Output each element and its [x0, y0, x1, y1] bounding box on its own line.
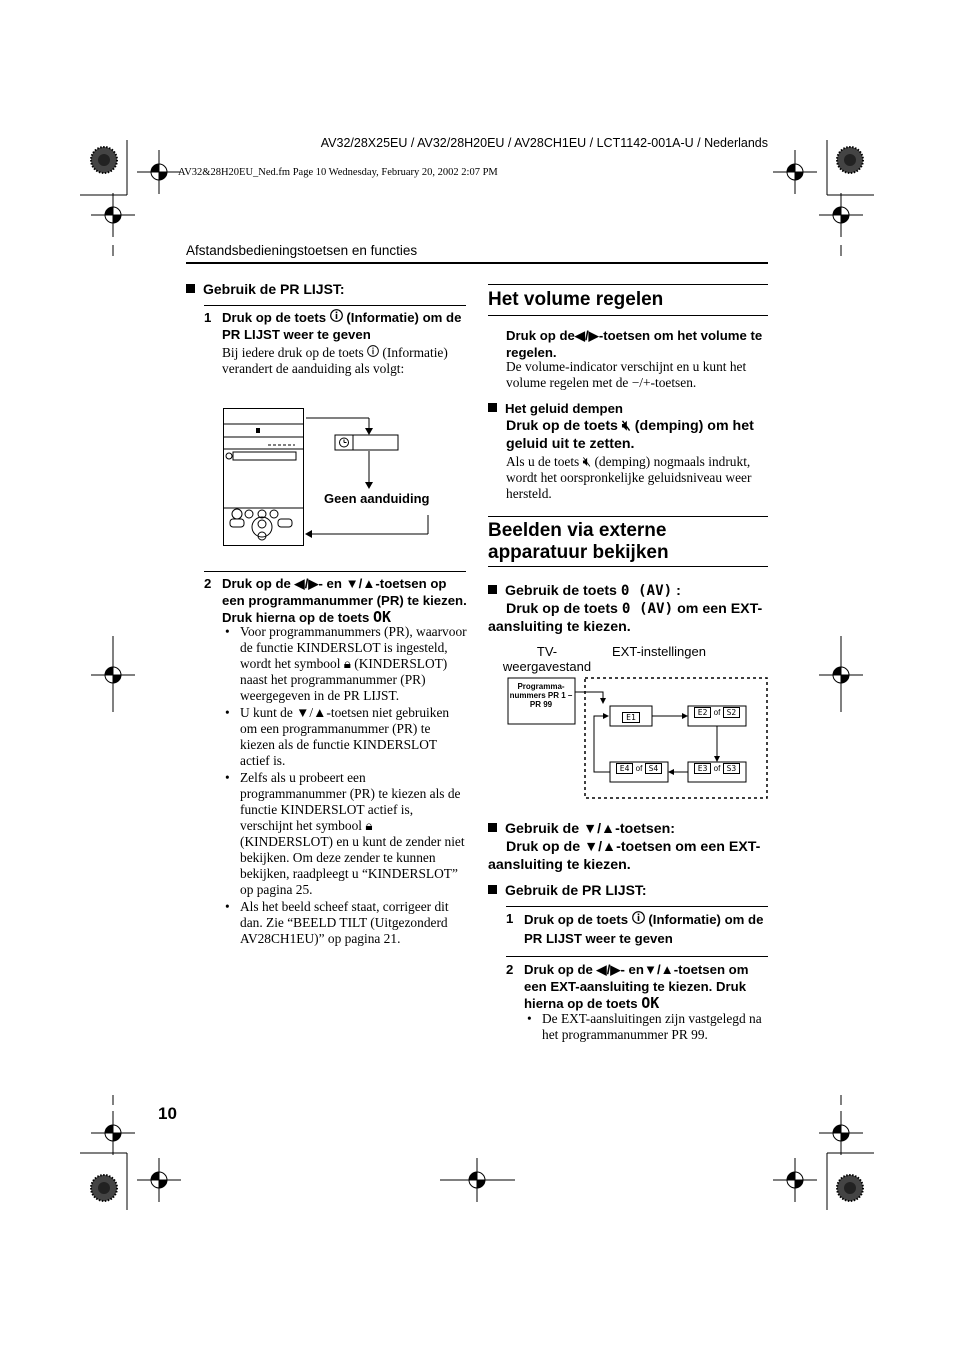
ext-option [610, 707, 652, 725]
list-item: • De EXT-aansluitingen zijn vastgelegd na het programmanummer PR 99. [524, 1011, 768, 1043]
ok-key-label: OK [372, 608, 392, 626]
ext-e4-label: E4 [616, 763, 634, 774]
pr-list-heading-right: Gebruik de PR LIJST: [488, 882, 647, 898]
rule [488, 284, 768, 285]
rule [204, 305, 466, 306]
info-icon [632, 910, 645, 929]
mute-icon: 🔇︎ [621, 418, 631, 434]
ext-e2-label: E2 [694, 707, 712, 718]
ok-key-label: OK [641, 994, 660, 1012]
step-number: 2 [204, 576, 212, 591]
ext-option [610, 763, 668, 774]
rule [488, 315, 768, 316]
ext-option [688, 707, 746, 718]
header-rule [186, 262, 768, 264]
right-step1: Druk op de toets (Informatie) om de PR LIJST weer te geven [524, 912, 764, 946]
or-label: of [713, 708, 721, 717]
ext-s4-label: S4 [645, 763, 663, 774]
av-key-label: 0 (AV) [621, 601, 674, 617]
left-right-arrows-icon: ◀/▶ [596, 962, 621, 977]
down-up-arrows-icon: ▼/▲ [583, 821, 616, 837]
or-label: of [635, 764, 643, 773]
down-up-arrows-icon: ▼/▲ [584, 839, 617, 855]
volume-heading: Het volume regelen [488, 289, 664, 310]
or-label: of [713, 764, 721, 773]
list-item: • U kunt de ▼/▲-toetsen niet gebruiken om een programmanummer (PR) te kiezen als de functie KINDERSLOT actief is. [222, 705, 468, 769]
square-bullet-icon [488, 885, 497, 894]
rule [204, 571, 466, 572]
list-item: • Voor programmanummers (PR), waarvoor de functie KINDERSLOT is ingesteld, wordt het symbool 🔒︎ (KINDERSLOT) naast het programmanummer (PR) weergegeven in de PR LIJST. [222, 624, 468, 704]
step2-title: Druk op de ◀/▶- en ▼/▲-toetsen op een programmanummer (PR) te kiezen. Druk hierna op de toets OK [222, 576, 467, 626]
right-notes [524, 1011, 768, 1044]
rule [506, 906, 768, 907]
step-number: 2 [506, 962, 514, 977]
step1-title: Druk op de toets (Informatie) om de PR LIJST weer te geven [222, 310, 462, 342]
rule [506, 956, 768, 957]
volume-step: Druk op de◀/▶-toetsen om het volume te regelen. [506, 328, 763, 360]
left-right-arrows-icon: ◀/▶ [294, 576, 319, 591]
right-step2: Druk op de ◀/▶- en▼/▲-toetsen om een EXT-aansluiting te kiezen. Druk hierna op de toets OK [524, 962, 749, 1012]
pr-list-heading: Gebruik de PR LIJST: [186, 281, 345, 297]
mute-icon: 🔇︎ [582, 454, 592, 469]
step1-body: Bij iedere druk op de toets (Informatie) verandert de aanduiding als volgt: [222, 345, 448, 376]
av-step: Gebruik de toets 0 (AV) : Druk op de toets 0 (AV) om een EXT-aansluiting te kiezen. [488, 583, 763, 635]
av-key-label: 0 (AV) [620, 583, 673, 599]
square-bullet-icon [186, 284, 195, 293]
list-item: • Zelfs als u probeert een programmanummer (PR) te kiezen als de functie KINDERSLOT actief is, verschijnt het symbool 🔒︎ (KINDERSLOT) en u kunt de zender niet bekijken. Om deze zender te kunnen bekijken, raadpleegt u “KINDERSLOT” op pagina 25. [222, 770, 468, 898]
mute-body: Als u de toets 🔇︎ (demping) nogmaals indrukt, wordt het oorspronkelijke geluidsniveau weer hersteld. [506, 454, 752, 501]
mute-heading: Het geluid dempen [488, 400, 768, 417]
info-icon [330, 309, 343, 326]
page-number: 10 [158, 1104, 177, 1123]
volume-body: De volume-indicator verschijnt en u kunt het volume regelen met de −/+-toetsen. [506, 359, 747, 390]
padlock-icon: 🔒︎ [343, 656, 351, 671]
padlock-icon: 🔒︎ [365, 818, 373, 833]
section-title: Afstandsbedieningstoetsen en functies [186, 243, 418, 258]
square-bullet-icon [488, 823, 497, 832]
down-up-arrows-icon: ▼/▲ [643, 962, 674, 977]
left-right-arrows-icon: ◀/▶ [574, 328, 599, 343]
step-number: 1 [506, 911, 514, 926]
ext-e1-label: E1 [622, 712, 640, 723]
square-bullet-icon [488, 585, 497, 594]
down-up-arrows-icon: ▼/▲ [345, 576, 376, 591]
mute-step: Druk op de toets 🔇︎ (demping) om het geluid uit te zetten. [506, 418, 754, 452]
no-display-label: Geen aanduiding [324, 491, 430, 506]
step-number: 1 [204, 310, 212, 325]
info-icon [367, 345, 379, 361]
ext-e3-label: E3 [694, 763, 712, 774]
rule [488, 516, 768, 517]
model-header: AV32/28X25EU / AV32/28H20EU / AV28CH1EU / LCT1142-001A-U / Nederlands [320, 136, 768, 150]
file-info-line: AV32&28H20EU_Ned.fm Page 10 Wednesday, February 20, 2002 2:07 PM [178, 167, 498, 178]
down-up-arrows-icon: ▼/▲ [296, 705, 327, 720]
ext-settings-label: EXT-instellingen [612, 644, 706, 659]
external-heading: Beelden via externe apparatuur bekijken [488, 520, 669, 563]
ext-option [688, 763, 746, 774]
square-bullet-icon [488, 403, 497, 412]
tv-mode-label: TV-weergavestand [502, 644, 592, 674]
list-item: • Als het beeld scheef staat, corrigeer dit dan. Zie “BEELD TILT (Uitgezonderd AV28CH1EU)” op pagina 21. [222, 899, 468, 947]
ext-s2-label: S2 [723, 707, 741, 718]
rule [488, 566, 768, 567]
pr-list-diagram [222, 407, 447, 549]
step2-notes [222, 624, 468, 948]
ext-s3-label: S3 [723, 763, 741, 774]
updown-step: Gebruik de ▼/▲-toetsen: Druk op de ▼/▲-toetsen om een EXT-aansluiting te kiezen. [488, 821, 761, 873]
program-numbers-box: Programma-nummers PR 1 – PR 99 [509, 682, 573, 709]
minus-plus-icon: −/+ [631, 375, 651, 390]
